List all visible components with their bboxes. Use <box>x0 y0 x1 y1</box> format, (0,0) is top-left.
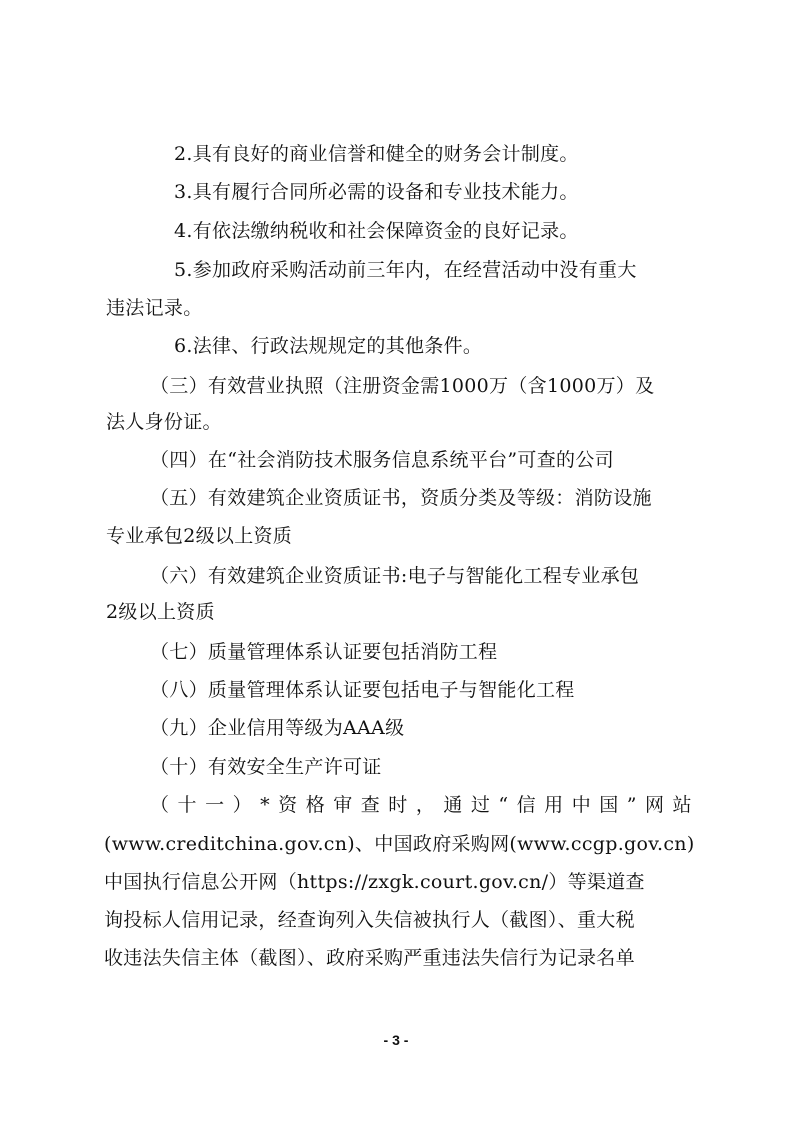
item-3-line-1: （三）有效营业执照（注册资金需1000万（含1000万）及 <box>150 375 655 397</box>
clause-6: 6.法律、行政法规规定的其他条件。 <box>174 335 483 357</box>
item-9: （九）企业信用等级为AAA级 <box>150 717 405 739</box>
char: 用 <box>544 794 564 816</box>
char: 格 <box>305 794 325 816</box>
item-6-line-2: 2级以上资质 <box>106 601 215 623</box>
char: “ <box>498 794 509 816</box>
char: 资 <box>278 794 298 816</box>
char: 国 <box>599 794 619 816</box>
item-5-line-1: （五）有效建筑企业资质证书，资质分类及等级：消防设施 <box>150 487 652 509</box>
clause-4: 4.有依法缴纳税收和社会保障资金的良好记录。 <box>174 220 579 242</box>
item-5-line-2: 专业承包2级以上资质 <box>106 525 293 547</box>
char: ” <box>626 794 637 816</box>
clause-5-line-2: 违法记录。 <box>106 297 203 319</box>
item-11-line-2: (www.creditchina.gov.cn)、中国政府采购网(www.ccgp.gov.cn) <box>104 833 695 855</box>
char: ） <box>232 794 252 816</box>
item-6-line-1: （六）有效建筑企业资质证书:电子与智能化工程专业承包 <box>150 565 640 587</box>
char: 站 <box>672 794 692 816</box>
char: ， <box>415 794 436 816</box>
clause-2: 2.具有良好的商业信誉和健全的财务会计制度。 <box>174 143 579 165</box>
char: * <box>260 794 270 816</box>
char: 审 <box>333 794 353 816</box>
char: 网 <box>645 794 665 816</box>
char: 通 <box>443 794 463 816</box>
char: 时 <box>388 794 408 816</box>
clause-5-line-1: 5.参加政府采购活动前三年内，在经营活动中没有重大 <box>174 259 637 281</box>
char: 信 <box>516 794 536 816</box>
char: 过 <box>470 794 491 816</box>
page-number: - 3 - <box>383 1032 409 1048</box>
char: 一 <box>205 794 225 816</box>
item-11-line-5: 收违法失信主体（截图）、政府采购严重违法失信行为记录名单 <box>104 947 635 969</box>
item-11-line-3: 中国执行信息公开网（https://zxgk.court.gov.cn/）等渠道查 <box>104 871 645 893</box>
char: 十 <box>177 794 197 816</box>
item-7: （七）质量管理体系认证要包括消防工程 <box>150 641 498 663</box>
item-11-line-1 <box>150 793 692 817</box>
item-4: （四）在“社会消防技术服务信息系统平台”可查的公司 <box>150 449 614 471</box>
item-3-line-2: 法人身份证。 <box>106 411 222 433</box>
item-11-line-4: 询投标人信用记录，经查询列入失信被执行人（截图）、重大税 <box>104 909 635 931</box>
char: 查 <box>360 794 381 816</box>
item-8: （八）质量管理体系认证要包括电子与智能化工程 <box>150 679 575 701</box>
char: （ <box>150 794 170 816</box>
item-10: （十）有效安全生产许可证 <box>150 756 382 778</box>
char: 中 <box>571 794 592 816</box>
clause-3: 3.具有履行合同所必需的设备和专业技术能力。 <box>174 181 579 203</box>
